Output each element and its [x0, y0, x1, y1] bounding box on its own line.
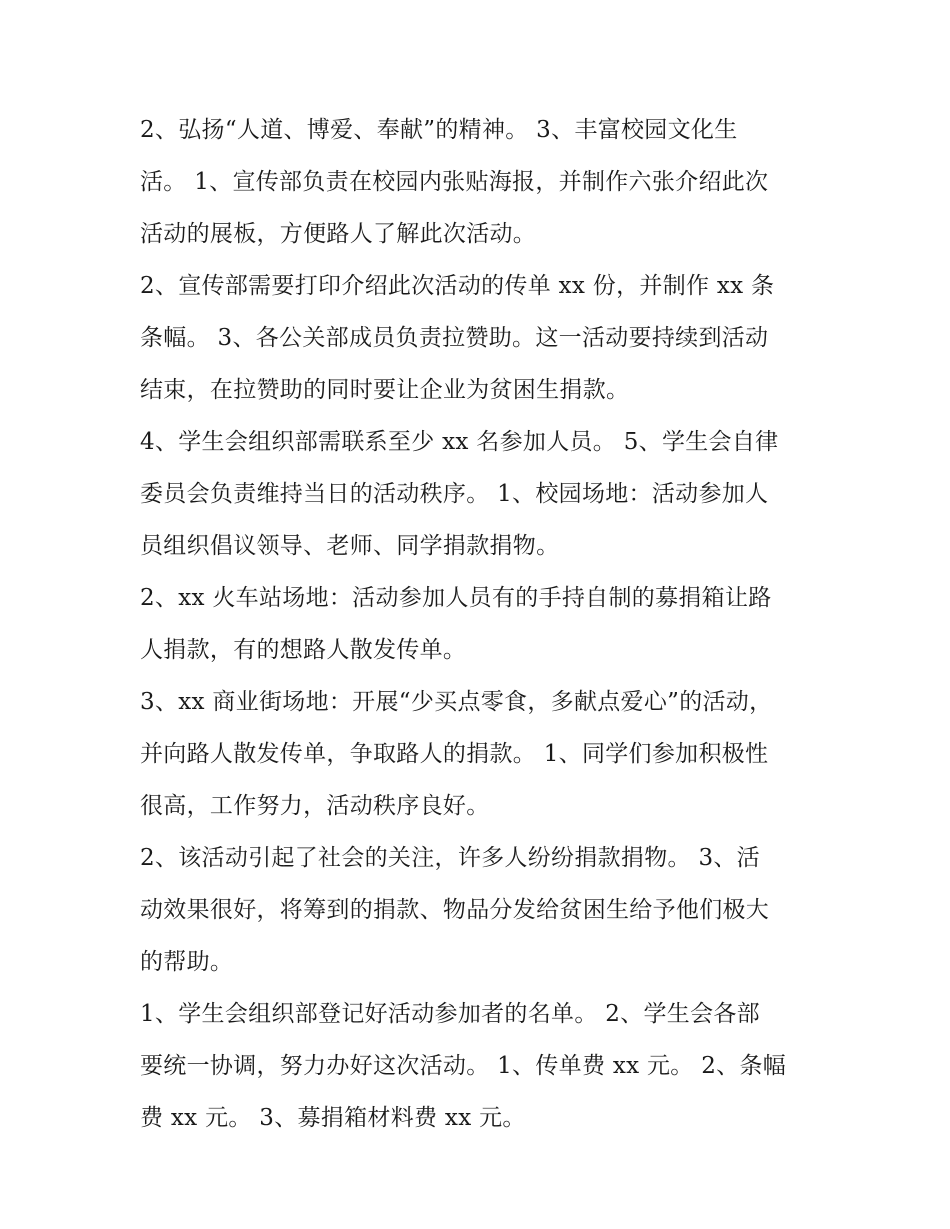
text-line: 3、xx 商业街场地：开展“少买点零食，多献点爱心”的活动， [140, 689, 773, 715]
text-line: 活。 1、宣传部负责在校园内张贴海报，并制作六张介绍此次 [140, 169, 769, 195]
text-line: 人捐款，有的想路人散发传单。 [140, 637, 467, 663]
text-line: 动效果很好，将筹到的捐款、物品分发给贫困生给予他们极大 [140, 897, 770, 923]
text-line: 委员会负责维持当日的活动秩序。 1、校园场地：活动参加人 [140, 481, 769, 507]
text-line: 条幅。 3、各公关部成员负责拉赞助。这一活动要持续到活动 [140, 325, 769, 351]
text-line: 4、学生会组织部需联系至少 xx 名参加人员。 5、学生会自律 [140, 429, 779, 455]
text-line: 并向路人散发传单，争取路人的捐款。 1、同学们参加积极性 [140, 741, 769, 767]
text-line: 费 xx 元。 3、募捐箱材料费 xx 元。 [140, 1105, 526, 1131]
text-line: 员组织倡议领导、老师、同学捐款捐物。 [140, 533, 560, 559]
document-body [140, 104, 820, 1144]
text-line: 2、宣传部需要打印介绍此次活动的传单 xx 份，并制作 xx 条 [140, 273, 775, 299]
text-line: 2、xx 火车站场地：活动参加人员有的手持自制的募捐箱让路 [140, 585, 772, 611]
text-line: 活动的展板，方便路人了解此次活动。 [140, 221, 537, 247]
text-line: 2、弘扬“人道、博爱、奉献”的精神。 3、丰富校园文化生 [140, 117, 738, 143]
text-line: 2、该活动引起了社会的关注，许多人纷纷捐款捐物。 3、活 [140, 845, 760, 871]
text-line: 结束，在拉赞助的同时要让企业为贫困生捐款。 [140, 377, 630, 403]
text-line: 1、学生会组织部登记好活动参加者的名单。 2、学生会各部 [140, 1001, 760, 1027]
text-line: 要统一协调，努力办好这次活动。 1、传单费 xx 元。 2、条幅 [140, 1053, 787, 1079]
text-line: 很高，工作努力，活动秩序良好。 [140, 793, 490, 819]
text-line: 的帮助。 [140, 949, 234, 975]
